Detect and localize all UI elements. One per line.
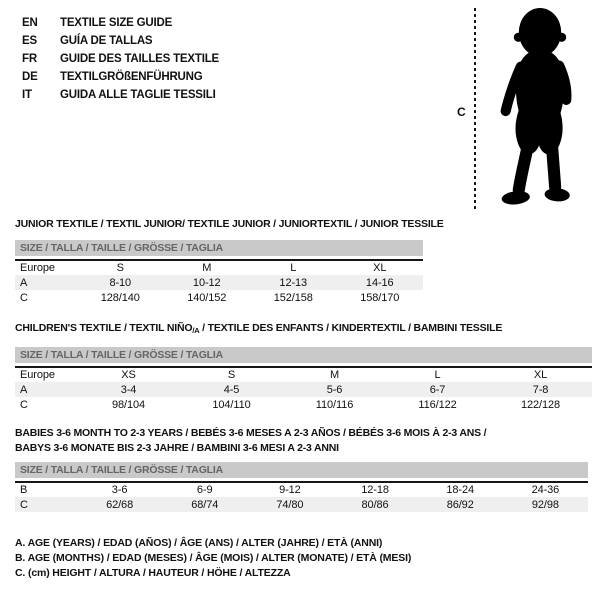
lang-row-de <box>22 68 219 86</box>
cell-measure: A <box>15 275 77 290</box>
size-bar-babies: SIZE / TALLA / TAILLE / GRÖSSE / TAGLIA <box>15 462 588 478</box>
table-row <box>15 275 423 290</box>
cell-value: 14-16 <box>337 275 424 290</box>
cell-value: 80/86 <box>332 497 417 512</box>
table-row <box>15 290 423 305</box>
cell-value: 128/140 <box>100 291 140 304</box>
cell-value: 62/68 <box>77 497 162 512</box>
table-row <box>15 260 423 275</box>
cell-value: 6-7 <box>386 382 489 397</box>
lang-row-en <box>22 14 219 32</box>
lang-code: FR <box>22 53 37 65</box>
cell-size: XL <box>337 260 424 275</box>
section-title-children <box>15 321 502 339</box>
cell-value: 116/122 <box>418 398 457 411</box>
table-row <box>15 482 588 497</box>
cell-value: 140/152 <box>187 291 227 304</box>
babies-size-table <box>15 462 588 512</box>
cell-value: 24-36 <box>503 482 588 497</box>
note-height: C. (cm) HEIGHT / ALTURA / HAUTEUR / HÖHE / ALTEZZA <box>15 567 291 579</box>
height-figure <box>440 0 600 215</box>
cell-size: S <box>180 367 283 382</box>
cell-value: 8-10 <box>77 275 164 290</box>
title-subscript: /A <box>192 326 200 335</box>
table-row <box>15 367 592 382</box>
table-row <box>15 497 588 512</box>
cell-value: 3-6 <box>77 482 162 497</box>
lang-code: EN <box>22 17 38 29</box>
lang-title: TEXTILE SIZE GUIDE <box>60 17 173 29</box>
cell-region: Europe <box>15 367 77 382</box>
cell-value: 68/74 <box>162 497 247 512</box>
cell-size: M <box>283 367 386 382</box>
lang-row-it <box>22 86 219 104</box>
cell-size: S <box>77 260 164 275</box>
cell-value: 18-24 <box>418 482 503 497</box>
cell-value: 5-6 <box>283 382 386 397</box>
cell-measure: B <box>15 482 77 497</box>
cell-value: 74/80 <box>247 497 332 512</box>
cell-value: 152/158 <box>273 291 313 304</box>
cell-measure: C <box>20 291 28 304</box>
lang-code: ES <box>22 35 37 47</box>
cell-size: L <box>386 367 489 382</box>
cell-value: 12-13 <box>250 275 337 290</box>
cell-value: 158/170 <box>360 291 400 304</box>
lang-code: DE <box>22 71 38 83</box>
note-age-years: A. AGE (YEARS) / EDAD (AÑOS) / ÂGE (ANS) / ALTER (JAHRE) / ETÀ (ANNI) <box>15 537 383 549</box>
junior-size-table <box>15 240 423 305</box>
cell-value: 92/98 <box>503 497 588 512</box>
cell-value: 12-18 <box>332 482 417 497</box>
legend-notes <box>15 536 411 581</box>
cell-size: XS <box>77 367 180 382</box>
lang-row-es <box>22 32 219 50</box>
cell-size: L <box>250 260 337 275</box>
lang-title: GUIDA ALLE TAGLIE TESSILI <box>60 89 216 101</box>
lang-title: TEXTILGRÖßENFÜHRUNG <box>60 71 203 83</box>
cell-value: 98/104 <box>111 398 146 411</box>
section-title-babies <box>15 426 486 455</box>
cell-size: M <box>164 260 251 275</box>
title-text: CHILDREN'S TEXTILE / TEXTIL NIÑO <box>15 322 193 334</box>
cell-value: 4-5 <box>180 382 283 397</box>
lang-title: GUIDE DES TAILLES TEXTILE <box>60 53 219 65</box>
baby-silhouette-icon <box>480 4 600 214</box>
size-bar-children: SIZE / TALLA / TAILLE / GRÖSSE / TAGLIA <box>15 347 592 363</box>
table-row <box>15 397 592 412</box>
cell-value: 110/116 <box>315 398 354 411</box>
cell-value: 9-12 <box>247 482 332 497</box>
cell-value: 10-12 <box>164 275 251 290</box>
lang-title: GUÍA DE TALLAS <box>60 35 153 47</box>
section-title-junior: JUNIOR TEXTILE / TEXTIL JUNIOR/ TEXTILE JUNIOR / JUNIORTEXTIL / JUNIOR TESSILE <box>15 218 444 230</box>
size-bar-junior: SIZE / TALLA / TAILLE / GRÖSSE / TAGLIA <box>15 240 423 256</box>
title-line-1: BABIES 3-6 MONTH TO 2-3 YEARS / BEBÉS 3-6 MESES A 2-3 AÑOS / BÉBÉS 3-6 MOIS À 2-3 ANS / <box>15 427 487 439</box>
height-c-label: C <box>457 105 466 119</box>
cell-measure: C <box>20 398 28 411</box>
cell-value: 86/92 <box>418 497 503 512</box>
cell-region: Europe <box>15 260 77 275</box>
cell-value: 6-9 <box>162 482 247 497</box>
cell-value: 7-8 <box>489 382 592 397</box>
height-dashed-line <box>474 8 476 209</box>
title-line-2: BABYS 3-6 MONATE BIS 2-3 JAHRE / BAMBINI 3-6 MESI A 2-3 ANNI <box>15 441 339 454</box>
cell-value: 3-4 <box>77 382 180 397</box>
cell-value: 122/128 <box>520 398 561 411</box>
cell-size: XL <box>489 367 592 382</box>
language-list <box>22 14 219 104</box>
lang-code: IT <box>22 89 32 101</box>
note-age-months: B. AGE (MONTHS) / EDAD (MESES) / ÂGE (MOIS) / ALTER (MONATE) / ETÀ (MESI) <box>15 552 412 564</box>
title-text: / TEXTILE DES ENFANTS / KINDERTEXTIL / BAMBINI TESSILE <box>199 322 503 334</box>
table-row <box>15 382 592 397</box>
lang-row-fr <box>22 50 219 68</box>
children-size-table <box>15 347 592 412</box>
cell-measure: C <box>15 497 77 512</box>
cell-value: 104/110 <box>212 398 251 411</box>
cell-measure: A <box>15 382 77 397</box>
